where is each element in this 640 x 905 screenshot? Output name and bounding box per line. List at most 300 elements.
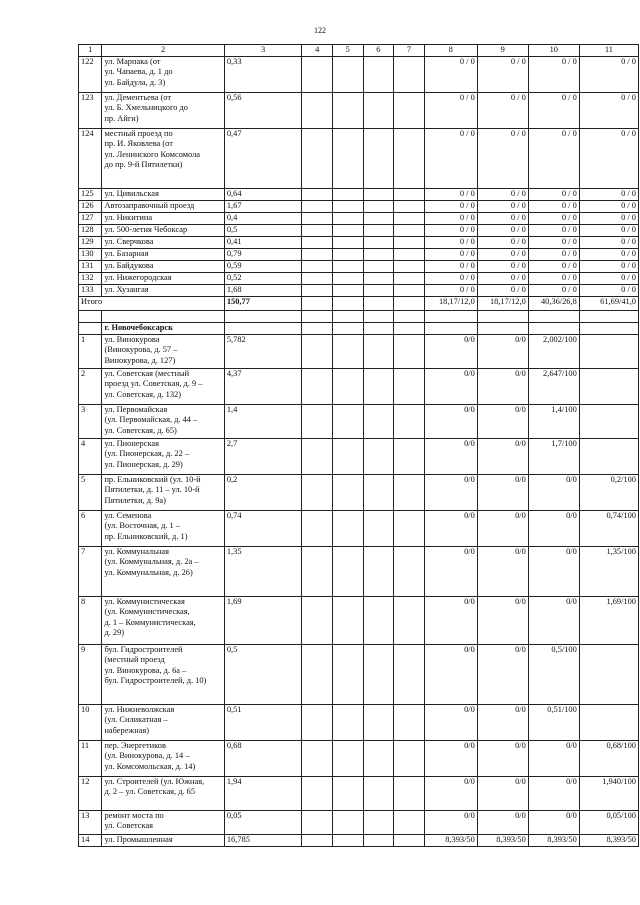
table-cell: [332, 704, 363, 740]
table-cell: [363, 776, 394, 810]
table-cell: [332, 322, 363, 334]
table-row: [79, 510, 639, 546]
table-cell: 0 / 0: [579, 284, 638, 296]
table-cell: 0/0: [424, 368, 477, 404]
table-cell: 0 / 0: [424, 272, 477, 284]
table-row: [79, 284, 639, 296]
table-cell: [394, 128, 425, 188]
table-cell: ул. Пионерская (ул. Пионерская, д. 22 – ул. Пионерская, д. 29): [102, 438, 224, 474]
table-cell: [332, 740, 363, 776]
table-cell: 0 / 0: [528, 260, 579, 272]
table-cell: [363, 810, 394, 834]
table-cell: 0/0: [528, 474, 579, 510]
table-cell: 5: [79, 474, 102, 510]
table-row: [79, 740, 639, 776]
table-cell: [579, 704, 638, 740]
table-cell: [363, 310, 394, 322]
table-cell: 0/0: [424, 510, 477, 546]
table-cell: 8: [79, 596, 102, 644]
table-cell: [332, 56, 363, 92]
table-cell: [302, 704, 333, 740]
table-cell: 0,59: [224, 260, 302, 272]
table-cell: 0/0: [477, 334, 528, 368]
table-cell: 9: [79, 644, 102, 704]
table-cell: [579, 644, 638, 704]
table-cell: 0 / 0: [579, 56, 638, 92]
table-cell: [363, 284, 394, 296]
table-cell: 8,393/50: [528, 834, 579, 846]
table-row: [79, 56, 639, 92]
table-cell: [332, 260, 363, 272]
table-cell: [332, 834, 363, 846]
table-cell: 0,5: [224, 224, 302, 236]
table-cell: 14: [79, 834, 102, 846]
table-cell: [302, 322, 333, 334]
table-cell: 0/0: [528, 546, 579, 596]
column-header: 1: [79, 45, 102, 57]
table-cell: 127: [79, 212, 102, 224]
table-cell: [363, 224, 394, 236]
table-cell: 0 / 0: [477, 260, 528, 272]
table-cell: ул. Строителей (ул. Южная, д. 2 – ул. Советская, д. 65: [102, 776, 224, 810]
table-cell: [302, 740, 333, 776]
table-cell: [332, 438, 363, 474]
table-cell: 0/0: [477, 740, 528, 776]
table-cell: 0 / 0: [528, 188, 579, 200]
table-cell: [394, 224, 425, 236]
table-cell: 2,002/100: [528, 334, 579, 368]
table-cell: [332, 510, 363, 546]
table-cell: 1,94: [224, 776, 302, 810]
table-cell: 0/0: [424, 438, 477, 474]
table-cell: [394, 260, 425, 272]
column-header: 3: [224, 45, 302, 57]
table-cell: 0 / 0: [477, 284, 528, 296]
table-cell: 0 / 0: [424, 128, 477, 188]
table-cell: [332, 212, 363, 224]
table-row: [79, 260, 639, 272]
table-cell: ул. Коммунальная (ул. Коммунальная, д. 2а – ул. Коммунальная, д. 26): [102, 546, 224, 596]
table-cell: [302, 596, 333, 644]
table-cell: ул. Нижневолжская (ул. Силикатная – набережная): [102, 704, 224, 740]
table-cell: [332, 200, 363, 212]
table-cell: [477, 310, 528, 322]
table-cell: [332, 272, 363, 284]
table-cell: [477, 322, 528, 334]
table-row: [79, 200, 639, 212]
table-cell: [579, 368, 638, 404]
table-cell: [394, 404, 425, 438]
table-cell: [363, 404, 394, 438]
table-cell: 0,68/100: [579, 740, 638, 776]
table-row: [79, 776, 639, 810]
table-cell: [302, 56, 333, 92]
table-cell: 0/0: [477, 510, 528, 546]
table-cell: ул. Байдукова: [102, 260, 224, 272]
table-cell: 0,51/100: [528, 704, 579, 740]
table-cell: 0 / 0: [579, 248, 638, 260]
table-cell: ул. Марпака (от ул. Чапаева, д. 1 до ул. Байдула, д. 3): [102, 56, 224, 92]
table-cell: [363, 236, 394, 248]
table-cell: [363, 212, 394, 224]
table-cell: [424, 310, 477, 322]
table-cell: [302, 404, 333, 438]
table-cell: ул. Семенова (ул. Восточная, д. 1 – пр. Ельниковский, д. 1): [102, 510, 224, 546]
column-header: 4: [302, 45, 333, 57]
table-cell: 0,4: [224, 212, 302, 224]
table-cell: 13: [79, 810, 102, 834]
table-cell: [579, 404, 638, 438]
table-cell: 0/0: [477, 596, 528, 644]
table-cell: 0 / 0: [528, 248, 579, 260]
table-cell: [302, 200, 333, 212]
table-cell: [332, 644, 363, 704]
table-cell: [394, 474, 425, 510]
table-cell: 124: [79, 128, 102, 188]
table-cell: 0/0: [424, 776, 477, 810]
table-cell: [394, 596, 425, 644]
table-cell: ул. Советская (местный проезд ул. Советская, д. 9 – ул. Советская, д. 132): [102, 368, 224, 404]
table-cell: 130: [79, 248, 102, 260]
table-cell: 18,17/12,0: [477, 296, 528, 310]
table-cell: 40,36/26,8: [528, 296, 579, 310]
table-cell: 0 / 0: [528, 236, 579, 248]
table-cell: 1,67: [224, 200, 302, 212]
table-cell: 0 / 0: [528, 128, 579, 188]
table-row: [79, 596, 639, 644]
table-cell: [363, 474, 394, 510]
table-cell: [332, 224, 363, 236]
table-cell: 0 / 0: [424, 56, 477, 92]
table-cell: 132: [79, 272, 102, 284]
table-cell: ул. Промышленная: [102, 834, 224, 846]
table-cell: [332, 284, 363, 296]
table-cell: пр. Ельниковский (ул. 10-й Пятилетки, д. 11 – ул. 10-й Пятилетки, д. 9а): [102, 474, 224, 510]
table-cell: 0/0: [424, 334, 477, 368]
spacer-row: [79, 310, 639, 322]
table-cell: ул. Винокурова (Винокурова, д. 57 – Винокурова, д. 127): [102, 334, 224, 368]
table-cell: [394, 438, 425, 474]
table-cell: 0,5: [224, 644, 302, 704]
table-cell: 0/0: [424, 644, 477, 704]
table-cell: 0/0: [528, 810, 579, 834]
table-cell: 0,2: [224, 474, 302, 510]
table-cell: [302, 212, 333, 224]
table-cell: [302, 236, 333, 248]
table-row: [79, 334, 639, 368]
table-cell: [332, 92, 363, 128]
table-cell: ул. Коммунистическая (ул. Коммунистическая, д. 1 – Коммунистическая, д. 29): [102, 596, 224, 644]
table-cell: [363, 128, 394, 188]
table-cell: 0/0: [477, 776, 528, 810]
table-cell: 5,782: [224, 334, 302, 368]
table-cell: [332, 474, 363, 510]
table-cell: пер. Энергетиков (ул. Винокурова, д. 14 – ул. Комсомольская, д. 14): [102, 740, 224, 776]
table-cell: 123: [79, 92, 102, 128]
table-cell: 0/0: [424, 474, 477, 510]
table-cell: [332, 776, 363, 810]
table-cell: [302, 368, 333, 404]
table-cell: 0,33: [224, 56, 302, 92]
table-cell: 1,35/100: [579, 546, 638, 596]
table-cell: 0,2/100: [579, 474, 638, 510]
table-cell: [394, 188, 425, 200]
table-cell: 0 / 0: [424, 236, 477, 248]
table-cell: 0/0: [477, 404, 528, 438]
table-row: [79, 474, 639, 510]
table-cell: 0 / 0: [477, 56, 528, 92]
table-cell: 0/0: [528, 776, 579, 810]
table-row: [79, 128, 639, 188]
table-cell: 0,74/100: [579, 510, 638, 546]
table-cell: 8,393/50: [424, 834, 477, 846]
total-row: [79, 296, 639, 310]
table-cell: ул. Хузангая: [102, 284, 224, 296]
table-row: [79, 92, 639, 128]
table-cell: [332, 546, 363, 596]
table-cell: 122: [79, 56, 102, 92]
table-cell: [302, 92, 333, 128]
table-cell: [302, 834, 333, 846]
table-cell: 0 / 0: [579, 128, 638, 188]
table-cell: 0/0: [477, 704, 528, 740]
table-cell: [302, 644, 333, 704]
table-cell: [394, 368, 425, 404]
table-cell: [332, 334, 363, 368]
table-cell: 0,47: [224, 128, 302, 188]
table-cell: 0/0: [477, 810, 528, 834]
table-cell: 150,77: [224, 296, 302, 310]
table-cell: 0/0: [528, 510, 579, 546]
table-cell: [394, 334, 425, 368]
table-cell: 0 / 0: [579, 188, 638, 200]
table-cell: [332, 296, 363, 310]
table-cell: 0 / 0: [424, 224, 477, 236]
table-cell: 0 / 0: [528, 56, 579, 92]
table-cell: [579, 322, 638, 334]
table-cell: [302, 284, 333, 296]
column-header: 7: [394, 45, 425, 57]
table-cell: [332, 404, 363, 438]
table-cell: [363, 546, 394, 596]
table-cell: 0 / 0: [477, 188, 528, 200]
table-cell: 0,64: [224, 188, 302, 200]
table-cell: 1,4/100: [528, 404, 579, 438]
table-cell: [394, 310, 425, 322]
table-cell: [302, 188, 333, 200]
table-cell: 1,4: [224, 404, 302, 438]
table-cell: [332, 188, 363, 200]
table-cell: [528, 322, 579, 334]
table-cell: 0 / 0: [579, 92, 638, 128]
table-cell: [363, 704, 394, 740]
table-cell: 131: [79, 260, 102, 272]
table-cell: [302, 546, 333, 596]
table-cell: [363, 322, 394, 334]
table-cell: 0/0: [528, 740, 579, 776]
table-cell: [79, 322, 102, 334]
table-cell: [332, 248, 363, 260]
table-cell: 0/0: [528, 596, 579, 644]
table-row: [79, 188, 639, 200]
table-cell: 0,05/100: [579, 810, 638, 834]
column-header: 8: [424, 45, 477, 57]
table-cell: 128: [79, 224, 102, 236]
table-cell: [394, 322, 425, 334]
table-cell: [102, 310, 224, 322]
table-cell: 0 / 0: [424, 248, 477, 260]
table-cell: 1,940/100: [579, 776, 638, 810]
road-table: [78, 44, 639, 847]
table-cell: 0 / 0: [579, 236, 638, 248]
table-cell: [363, 368, 394, 404]
section-title: г. Новочебоксарск: [102, 322, 224, 334]
table-cell: местный проезд по пр. И. Яковлева (от ул. Ленинского Комсомола до пр. 9-й Пятилетки): [102, 128, 224, 188]
table-cell: [302, 224, 333, 236]
column-header: 11: [579, 45, 638, 57]
table-cell: 0 / 0: [528, 212, 579, 224]
table-cell: 0,79: [224, 248, 302, 260]
column-header: 2: [102, 45, 224, 57]
table-cell: 0,68: [224, 740, 302, 776]
table-cell: 0 / 0: [477, 272, 528, 284]
table-cell: [394, 776, 425, 810]
table-cell: 18,17/12,0: [424, 296, 477, 310]
table-cell: 0 / 0: [477, 248, 528, 260]
table-cell: 0,05: [224, 810, 302, 834]
table-cell: 0,74: [224, 510, 302, 546]
table-cell: [332, 128, 363, 188]
table-cell: [579, 438, 638, 474]
table-cell: [394, 92, 425, 128]
table-cell: ул. Никитина: [102, 212, 224, 224]
table-cell: 0 / 0: [579, 260, 638, 272]
table-cell: 10: [79, 704, 102, 740]
table-cell: [363, 56, 394, 92]
table-cell: [79, 310, 102, 322]
table-cell: [332, 368, 363, 404]
table-cell: 0 / 0: [477, 92, 528, 128]
table-cell: 2,647/100: [528, 368, 579, 404]
table-cell: ул. Базарная: [102, 248, 224, 260]
table-cell: 0 / 0: [477, 224, 528, 236]
table-cell: [302, 272, 333, 284]
table-cell: [363, 92, 394, 128]
table-cell: [332, 310, 363, 322]
table-cell: 0 / 0: [528, 92, 579, 128]
table-row: [79, 224, 639, 236]
table-row: [79, 368, 639, 404]
table-cell: 12: [79, 776, 102, 810]
table-cell: 7: [79, 546, 102, 596]
table-cell: 129: [79, 236, 102, 248]
table-cell: [394, 704, 425, 740]
table-cell: 2: [79, 368, 102, 404]
table-cell: [363, 644, 394, 704]
table-cell: [302, 260, 333, 272]
table-cell: [394, 510, 425, 546]
table-cell: [332, 236, 363, 248]
table-cell: [394, 546, 425, 596]
table-row: [79, 644, 639, 704]
table-row: [79, 248, 639, 260]
table-cell: 0 / 0: [424, 200, 477, 212]
table-cell: [302, 776, 333, 810]
table-cell: [363, 740, 394, 776]
table-row: [79, 810, 639, 834]
table-cell: [363, 188, 394, 200]
table-cell: ул. Цивильская: [102, 188, 224, 200]
table-cell: 1,69/100: [579, 596, 638, 644]
table-cell: [363, 200, 394, 212]
table-cell: [394, 296, 425, 310]
table-cell: 61,69/41,0: [579, 296, 638, 310]
table-cell: [302, 810, 333, 834]
table-cell: 1,69: [224, 596, 302, 644]
table-row: [79, 236, 639, 248]
table-cell: [394, 834, 425, 846]
table-cell: [394, 248, 425, 260]
header-row: [79, 45, 639, 57]
table-cell: ремонт моста по ул. Советская: [102, 810, 224, 834]
table-cell: [363, 510, 394, 546]
table-cell: ул. Дементьева (от ул. Б. Хмельницкого до пр. Айги): [102, 92, 224, 128]
table-cell: 0 / 0: [528, 284, 579, 296]
table-row: [79, 704, 639, 740]
table-cell: [332, 810, 363, 834]
table-cell: 0,51: [224, 704, 302, 740]
table-cell: 0/0: [424, 704, 477, 740]
table-row: [79, 404, 639, 438]
table-cell: 0/0: [424, 810, 477, 834]
table-cell: [394, 740, 425, 776]
table-cell: 0 / 0: [579, 224, 638, 236]
table-cell: 133: [79, 284, 102, 296]
table-cell: [363, 260, 394, 272]
column-header: 9: [477, 45, 528, 57]
table-cell: [363, 438, 394, 474]
table-cell: [302, 438, 333, 474]
table-cell: [579, 334, 638, 368]
table-cell: 0 / 0: [477, 212, 528, 224]
table-cell: [579, 310, 638, 322]
table-cell: 8,393/50: [579, 834, 638, 846]
table-cell: 6: [79, 510, 102, 546]
table-cell: [302, 310, 333, 322]
table-cell: 0/0: [477, 644, 528, 704]
table-cell: 0/0: [424, 596, 477, 644]
table-cell: [528, 310, 579, 322]
table-cell: 0 / 0: [579, 200, 638, 212]
table-cell: 2,7: [224, 438, 302, 474]
table-cell: 0/0: [424, 740, 477, 776]
table-cell: ул. 500-летия Чебоксар: [102, 224, 224, 236]
table-cell: ул. Первомайская (ул. Первомайская, д. 44 – ул. Советская, д. 65): [102, 404, 224, 438]
table-cell: [302, 334, 333, 368]
table-cell: [394, 284, 425, 296]
table-cell: [302, 248, 333, 260]
table-cell: [302, 296, 333, 310]
table-cell: Автозаправочный проезд: [102, 200, 224, 212]
table-cell: 0/0: [477, 438, 528, 474]
page-number: 122: [314, 26, 326, 35]
table-cell: 0/0: [477, 368, 528, 404]
table-cell: 0/0: [477, 546, 528, 596]
table-cell: 0 / 0: [477, 200, 528, 212]
table-cell: 0 / 0: [424, 212, 477, 224]
table-cell: [332, 596, 363, 644]
table-cell: [363, 334, 394, 368]
